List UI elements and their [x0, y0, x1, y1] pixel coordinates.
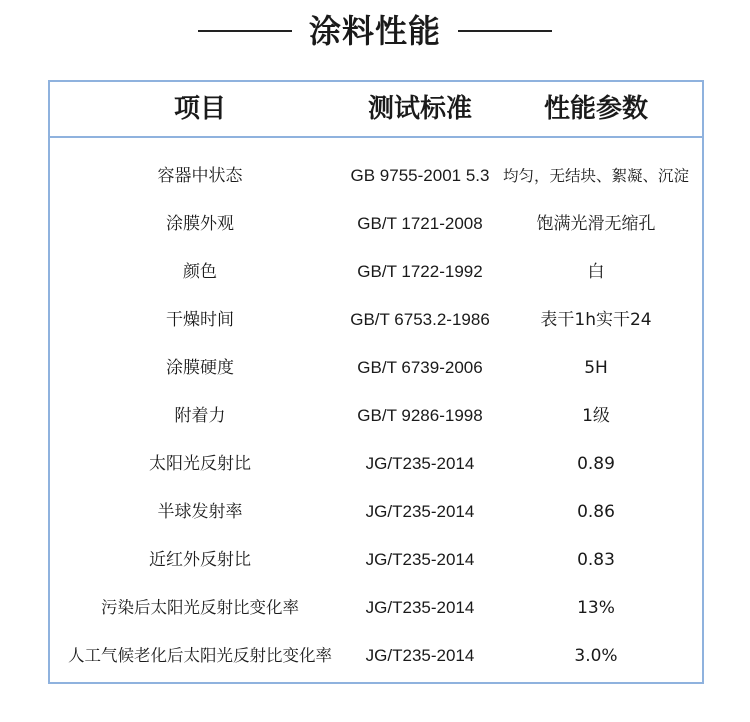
table-row [50, 248, 702, 296]
header-value: 性能参数 [543, 94, 648, 124]
header-standard: 测试标准 [367, 94, 472, 124]
cell-standard: GB/T 9286-1998 [357, 406, 483, 425]
cell-value: 13% [577, 598, 615, 618]
cell-item: 颜色 [183, 262, 217, 282]
table-row [50, 632, 702, 680]
cell-value: 3.0% [574, 646, 618, 666]
cell-standard: GB/T 1722-1992 [357, 262, 483, 281]
cell-item: 干燥时间 [166, 310, 234, 330]
page-title: 涂料性能 [308, 12, 441, 50]
cell-value: 表干1h实干24 [540, 310, 652, 330]
cell-item: 涂膜硬度 [166, 358, 234, 378]
cell-standard: JG/T235-2014 [365, 646, 475, 665]
cell-value: 5H [584, 358, 608, 378]
table-row [50, 152, 702, 200]
cell-value: 均匀，无结块、絮凝、沉淀 [502, 167, 689, 185]
cell-value: 0.86 [577, 502, 615, 522]
cell-standard: GB/T 1721-2008 [357, 214, 483, 233]
table-row [50, 488, 702, 536]
cell-standard: JG/T235-2014 [365, 598, 475, 617]
cell-item: 半球发射率 [157, 502, 243, 522]
cell-item: 近红外反射比 [149, 550, 251, 570]
cell-standard: GB/T 6753.2-1986 [350, 310, 490, 329]
table-header-row [50, 82, 702, 138]
cell-item: 附着力 [174, 406, 226, 426]
cell-item: 容器中状态 [157, 166, 243, 186]
cell-item: 涂膜外观 [166, 214, 234, 234]
table-body [50, 152, 702, 680]
table-row [50, 584, 702, 632]
cell-item: 污染后太阳光反射比变化率 [101, 598, 299, 617]
performance-table [48, 80, 704, 684]
table-row [50, 200, 702, 248]
table-row [50, 440, 702, 488]
cell-item: 太阳光反射比 [149, 454, 251, 474]
title-right-rule [458, 30, 552, 32]
page-header [0, 0, 750, 62]
cell-standard: JG/T235-2014 [365, 550, 475, 569]
cell-value: 饱满光滑无缩孔 [536, 214, 656, 234]
cell-item: 人工气候老化后太阳光反射比变化率 [68, 646, 332, 665]
header-item: 项目 [173, 94, 226, 124]
cell-standard: JG/T235-2014 [365, 454, 475, 473]
cell-standard: GB 9755-2001 5.3 [350, 166, 490, 185]
cell-value: 1级 [582, 406, 610, 426]
cell-value: 0.83 [577, 550, 615, 570]
title-left-rule [198, 30, 292, 32]
table-row [50, 536, 702, 584]
cell-standard: JG/T235-2014 [365, 502, 475, 521]
table-row [50, 296, 702, 344]
cell-standard: GB/T 6739-2006 [357, 358, 483, 377]
table-row [50, 392, 702, 440]
cell-value: 白 [587, 262, 605, 282]
table-row [50, 344, 702, 392]
cell-value: 0.89 [577, 454, 615, 474]
